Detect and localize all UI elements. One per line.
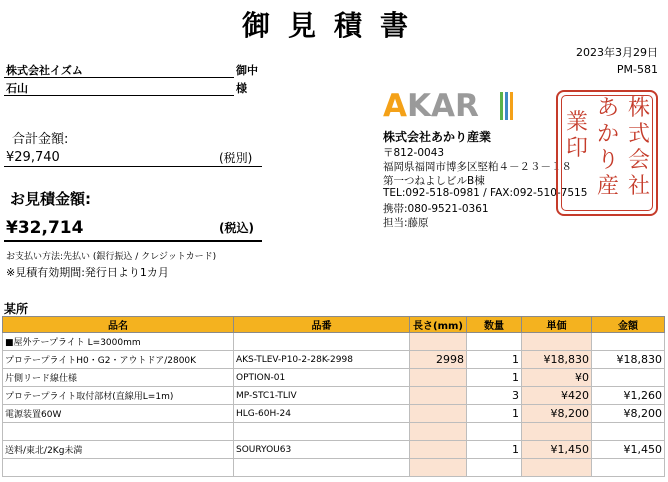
cell-unit bbox=[522, 333, 592, 351]
table-row bbox=[3, 459, 665, 477]
cell-code bbox=[234, 459, 410, 477]
cell-name: 送料/東北/2Kg未満 bbox=[3, 441, 234, 459]
table-row bbox=[3, 351, 665, 369]
cell-name: プロテープライト取付部材(直線用L=1m) bbox=[3, 387, 234, 405]
cell-amount bbox=[592, 369, 665, 387]
issuer-company: 株式会社あかり産業 bbox=[383, 130, 492, 144]
cell-length bbox=[410, 441, 467, 459]
cell-length bbox=[410, 387, 467, 405]
cell-amount bbox=[592, 423, 665, 441]
cell-amount: ¥1,260 bbox=[592, 387, 665, 405]
cell-length bbox=[410, 369, 467, 387]
issuer-contact: 担当:藤原 bbox=[383, 217, 429, 229]
cell-unit: ¥18,830 bbox=[522, 351, 592, 369]
cell-length bbox=[410, 459, 467, 477]
cell-amount: ¥8,200 bbox=[592, 405, 665, 423]
cell-amount bbox=[592, 333, 665, 351]
cell-qty bbox=[467, 459, 522, 477]
column-header-amount: 金額 bbox=[592, 317, 665, 333]
issuer-tel-fax: TEL:092-518-0981 / FAX:092-510-7515 bbox=[383, 187, 588, 199]
issuer-address2: 第一つねよしビルB棟 bbox=[383, 175, 485, 187]
cell-code: OPTION-01 bbox=[234, 369, 410, 387]
cell-name: プロテープライトH0・G2・アウトドア/2800K bbox=[3, 351, 234, 369]
total-underline bbox=[4, 240, 262, 242]
akari-logo: AKAR bbox=[383, 88, 479, 124]
column-header-length: 長さ(mm) bbox=[410, 317, 467, 333]
column-header-qty: 数量 bbox=[467, 317, 522, 333]
column-header-name: 品名 bbox=[3, 317, 234, 333]
cell-unit: ¥420 bbox=[522, 387, 592, 405]
cell-code: HLG-60H-24 bbox=[234, 405, 410, 423]
customer-person-suffix: 様 bbox=[236, 82, 247, 95]
cell-unit: ¥8,200 bbox=[522, 405, 592, 423]
customer-company: 株式会社イズム bbox=[6, 64, 83, 77]
issue-date: 2023年3月29日 bbox=[576, 46, 658, 59]
cell-qty: 1 bbox=[467, 405, 522, 423]
table-row bbox=[3, 387, 665, 405]
table-row bbox=[3, 369, 665, 387]
cell-length bbox=[410, 405, 467, 423]
subtotal-underline bbox=[4, 166, 262, 167]
cell-unit: ¥0 bbox=[522, 369, 592, 387]
cell-name bbox=[3, 459, 234, 477]
cell-qty: 1 bbox=[467, 369, 522, 387]
cell-amount bbox=[592, 459, 665, 477]
payment-terms: お支払い方法:先払い (銀行振込 / クレジットカード) bbox=[6, 252, 217, 262]
cell-amount: ¥18,830 bbox=[592, 351, 665, 369]
cell-qty bbox=[467, 333, 522, 351]
customer-company-suffix: 御中 bbox=[236, 64, 258, 77]
total-note: (税込) bbox=[219, 221, 254, 235]
cell-unit bbox=[522, 423, 592, 441]
total-value: ¥32,714 bbox=[6, 218, 84, 238]
cell-code: SOURYOU63 bbox=[234, 441, 410, 459]
cell-amount: ¥1,450 bbox=[592, 441, 665, 459]
issuer-mobile: 携帯:080-9521-0361 bbox=[383, 203, 489, 215]
cell-unit: ¥1,450 bbox=[522, 441, 592, 459]
issuer-postal: 〒812-0043 bbox=[383, 147, 445, 159]
column-header-code: 品番 bbox=[234, 317, 410, 333]
column-header-unit-price: 単価 bbox=[522, 317, 592, 333]
total-label: お見積金額: bbox=[10, 190, 91, 208]
validity-terms: ※見積有効期間:発行日より1カ月 bbox=[6, 266, 169, 279]
cell-name bbox=[3, 423, 234, 441]
cell-code bbox=[234, 423, 410, 441]
subtotal-label: 合計金額: bbox=[12, 132, 69, 147]
cell-qty: 3 bbox=[467, 387, 522, 405]
cell-qty: 1 bbox=[467, 351, 522, 369]
customer-person-underline bbox=[4, 95, 234, 96]
company-seal-stamp: 株 式 会 社 あ か り 産 業 印 bbox=[556, 90, 658, 216]
cell-qty bbox=[467, 423, 522, 441]
issuer-address1: 福岡県福岡市博多区堅粕４－２３－１８ bbox=[383, 161, 572, 173]
document-title: 御見積書 bbox=[241, 9, 426, 42]
cell-length: 2998 bbox=[410, 351, 467, 369]
cell-unit bbox=[522, 459, 592, 477]
table-row bbox=[3, 333, 665, 351]
logo-bars-icon bbox=[500, 92, 514, 120]
cell-code: MP-STC1-TLIV bbox=[234, 387, 410, 405]
cell-code: AKS-TLEV-P10-2-28K-2998 bbox=[234, 351, 410, 369]
customer-company-underline bbox=[4, 77, 234, 78]
cell-length bbox=[410, 333, 467, 351]
cell-qty: 1 bbox=[467, 441, 522, 459]
customer-person: 石山 bbox=[6, 82, 28, 95]
document-number: PM-581 bbox=[616, 63, 658, 76]
section-label: 某所 bbox=[4, 302, 29, 316]
cell-name: 電源装置60W bbox=[3, 405, 234, 423]
table-header-row bbox=[3, 317, 665, 333]
cell-length bbox=[410, 423, 467, 441]
table-row bbox=[3, 405, 665, 423]
quote-items-table bbox=[2, 316, 665, 477]
table-row bbox=[3, 423, 665, 441]
cell-name: ■屋外テープライト L=3000mm bbox=[3, 333, 234, 351]
cell-name: 片側リード線仕様 bbox=[3, 369, 234, 387]
subtotal-value: ¥29,740 bbox=[6, 150, 60, 165]
subtotal-note: (税別) bbox=[219, 151, 253, 165]
table-row bbox=[3, 441, 665, 459]
cell-code bbox=[234, 333, 410, 351]
